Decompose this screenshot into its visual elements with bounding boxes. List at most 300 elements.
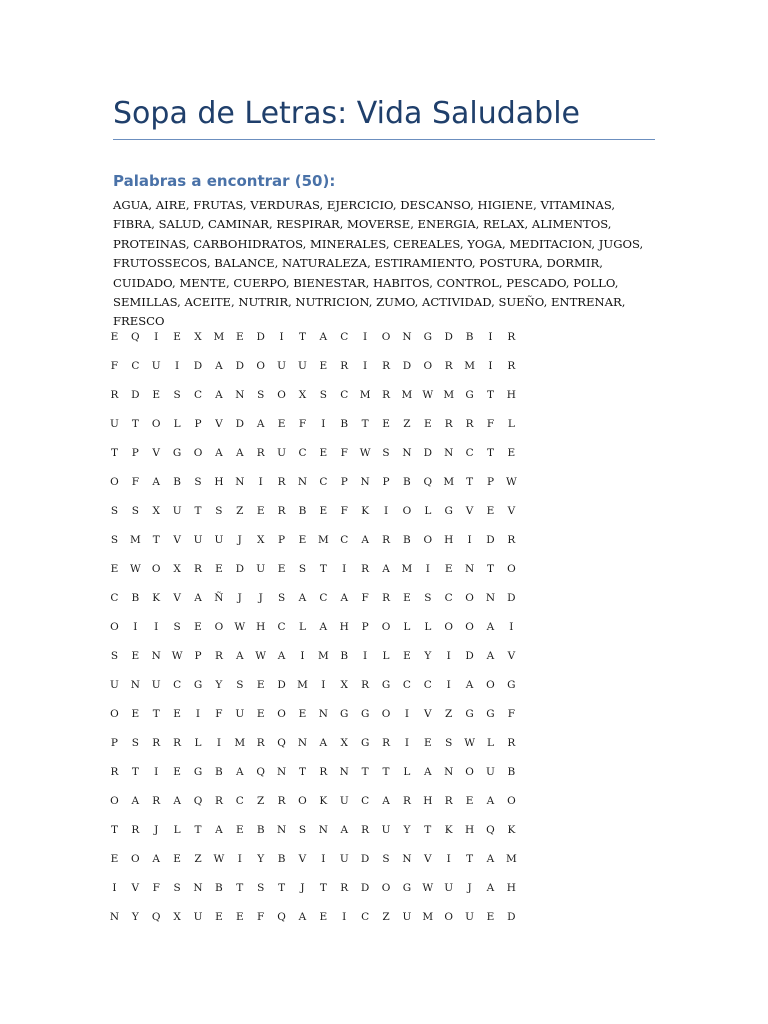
grid-cell: A — [340, 591, 349, 604]
grid-cell: C — [444, 591, 453, 604]
grid-cell: U — [486, 766, 495, 779]
grid-cell: I — [258, 475, 263, 488]
grid-cell: Q — [277, 911, 286, 924]
grid-cell: D — [507, 911, 516, 924]
grid-cell: L — [486, 737, 494, 750]
grid-cell: O — [151, 562, 161, 575]
grid-cell: O — [465, 591, 474, 604]
grid-cell: S — [173, 388, 181, 401]
grid-cell: M — [443, 475, 455, 488]
grid-cell: I — [488, 330, 493, 343]
grid-cell: I — [467, 533, 472, 546]
grid-cell: U — [193, 911, 203, 924]
grid-cell: N — [402, 330, 412, 343]
grid-cell: P — [382, 475, 390, 488]
puzzle-page — [109, 0, 655, 1024]
grid-cell: R — [361, 679, 370, 692]
grid-cell: R — [444, 795, 453, 808]
grid-cell: G — [402, 882, 412, 895]
grid-cell: U — [381, 824, 391, 837]
grid-cell: T — [110, 446, 118, 459]
grid-cell: E — [173, 330, 181, 343]
grid-cell: P — [278, 533, 286, 546]
grid-cell: Y — [257, 853, 265, 866]
grid-cell: E — [110, 562, 119, 575]
grid-cell: I — [363, 330, 368, 343]
grid-cell: O — [444, 911, 453, 924]
grid-cell: A — [152, 475, 161, 488]
grid-cell: U — [110, 417, 119, 430]
grid-cell: R — [361, 824, 370, 837]
grid-cell: O — [110, 795, 119, 808]
grid-cell: L — [403, 620, 411, 633]
grid-cell: F — [110, 359, 119, 372]
grid-cell: L — [403, 766, 411, 779]
grid-cell: A — [194, 591, 202, 604]
grid-cell: M — [317, 650, 329, 663]
grid-cell: P — [361, 620, 369, 633]
grid-cell: I — [383, 504, 389, 517]
grid-cell: F — [215, 708, 223, 721]
grid-cell: R — [110, 766, 119, 779]
grid-cell: X — [340, 737, 348, 750]
grid-cell: O — [381, 882, 391, 895]
grid-cell: Y — [403, 824, 411, 837]
grid-cell: D — [256, 330, 265, 343]
grid-cell: T — [298, 766, 306, 779]
grid-cell: Z — [257, 795, 265, 808]
grid-cell: E — [319, 359, 328, 372]
grid-cell: J — [237, 591, 242, 604]
grid-cell: C — [277, 620, 286, 633]
grid-cell: M — [401, 562, 413, 575]
grid-cell: E — [319, 504, 328, 517]
grid-cell: B — [277, 853, 286, 866]
grid-cell: I — [133, 620, 138, 633]
grid-cell: W — [464, 737, 475, 750]
grid-cell: Q — [193, 795, 203, 808]
grid-cell: I — [154, 766, 159, 779]
grid-cell: J — [258, 591, 263, 604]
grid-cell: N — [297, 737, 308, 750]
grid-cell: O — [131, 853, 140, 866]
grid-cell: A — [340, 824, 349, 837]
grid-cell: U — [193, 533, 203, 546]
grid-cell: O — [214, 620, 224, 633]
grid-cell: N — [151, 650, 161, 663]
grid-cell: S — [215, 504, 223, 517]
grid-cell: S — [257, 882, 265, 895]
grid-cell: E — [110, 330, 119, 343]
grid-cell: T — [278, 882, 286, 895]
grid-cell: P — [194, 417, 202, 430]
grid-cell: G — [486, 708, 495, 721]
grid-cell: B — [256, 824, 265, 837]
grid-cell: S — [445, 737, 453, 750]
grid-cell: F — [486, 417, 495, 430]
grid-cell: F — [152, 882, 160, 895]
grid-cell: L — [424, 620, 432, 633]
grid-cell: A — [382, 795, 390, 808]
grid-cell: S — [236, 679, 244, 692]
grid-cell: U — [298, 359, 307, 372]
grid-cell: E — [131, 708, 140, 721]
letter-grid — [104, 322, 522, 932]
grid-cell: N — [318, 824, 328, 837]
grid-cell: L — [194, 737, 202, 750]
grid-cell: B — [215, 882, 223, 895]
grid-cell: M — [505, 853, 517, 866]
grid-cell: A — [215, 446, 223, 459]
grid-cell: N — [318, 708, 328, 721]
grid-cell: S — [382, 853, 390, 866]
grid-cell: Q — [131, 330, 140, 343]
grid-cell: E — [444, 562, 453, 575]
grid-cell: R — [507, 533, 516, 546]
grid-cell: B — [340, 417, 349, 430]
grid-cell: R — [256, 446, 265, 459]
grid-cell: W — [505, 475, 517, 488]
grid-cell: O — [423, 359, 433, 372]
grid-cell: E — [403, 591, 411, 604]
grid-cell: U — [444, 882, 454, 895]
grid-cell: F — [131, 475, 139, 488]
grid-cell: E — [131, 650, 140, 663]
grid-cell: M — [422, 911, 434, 924]
grid-cell: R — [444, 359, 453, 372]
grid-cell: V — [173, 533, 181, 546]
grid-cell: E — [465, 795, 474, 808]
title-divider — [113, 139, 655, 140]
grid-cell: R — [507, 359, 516, 372]
grid-cell: U — [256, 562, 266, 575]
grid-cell: I — [154, 620, 159, 633]
grid-cell: C — [361, 795, 370, 808]
grid-cell: G — [360, 737, 370, 750]
grid-cell: O — [256, 359, 265, 372]
grid-cell: C — [235, 795, 244, 808]
grid-cell: X — [194, 330, 202, 343]
grid-cell: B — [131, 591, 140, 604]
grid-cell: R — [277, 475, 286, 488]
grid-cell: P — [486, 475, 495, 488]
grid-cell: R — [214, 650, 223, 663]
grid-cell: T — [152, 708, 160, 721]
grid-cell: U — [277, 446, 286, 459]
grid-cell: A — [152, 853, 161, 866]
grid-cell: E — [507, 446, 516, 459]
grid-cell: V — [465, 504, 474, 517]
grid-cell: X — [152, 504, 160, 517]
grid-cell: E — [298, 533, 307, 546]
grid-cell: S — [131, 504, 139, 517]
grid-cell: T — [194, 824, 202, 837]
grid-cell: T — [319, 562, 327, 575]
grid-cell: N — [235, 475, 245, 488]
grid-cell: O — [381, 330, 391, 343]
grid-cell: T — [152, 533, 160, 546]
grid-cell: D — [507, 591, 516, 604]
grid-cell: R — [340, 882, 349, 895]
grid-cell: N — [235, 388, 245, 401]
grid-cell: T — [486, 388, 494, 401]
grid-cell: O — [110, 620, 119, 633]
grid-cell: O — [486, 679, 495, 692]
grid-cell: N — [464, 562, 475, 575]
grid-cell: X — [173, 562, 181, 575]
grid-cell: C — [340, 533, 349, 546]
grid-cell: V — [424, 853, 432, 866]
grid-cell: F — [257, 911, 265, 924]
grid-cell: R — [507, 737, 516, 750]
grid-cell: W — [234, 620, 246, 633]
grid-cell: D — [235, 359, 244, 372]
grid-cell: N — [193, 882, 203, 895]
grid-cell: E — [235, 911, 244, 924]
grid-cell: H — [339, 620, 349, 633]
grid-cell: R — [110, 388, 119, 401]
grid-cell: O — [110, 475, 119, 488]
grid-cell: I — [237, 853, 242, 866]
grid-cell: O — [381, 708, 391, 721]
grid-cell: S — [298, 824, 307, 837]
grid-cell: T — [110, 824, 118, 837]
grid-cell: G — [360, 708, 370, 721]
grid-cell: D — [277, 679, 286, 692]
grid-cell: A — [235, 446, 244, 459]
grid-cell: H — [444, 533, 454, 546]
grid-cell: A — [382, 562, 390, 575]
grid-cell: H — [423, 795, 433, 808]
grid-cell: U — [151, 359, 161, 372]
grid-cell: G — [507, 679, 516, 692]
grid-cell: A — [486, 795, 495, 808]
grid-cell: G — [172, 446, 182, 459]
grid-cell: V — [215, 417, 223, 430]
grid-cell: O — [507, 562, 516, 575]
grid-cell: B — [340, 650, 349, 663]
grid-cell: D — [360, 882, 370, 895]
grid-cell: R — [152, 737, 161, 750]
grid-cell: W — [422, 882, 434, 895]
grid-cell: A — [319, 620, 328, 633]
grid-cell: I — [342, 562, 347, 575]
grid-cell: A — [215, 359, 223, 372]
grid-cell: Q — [151, 911, 161, 924]
grid-cell: P — [340, 475, 348, 488]
grid-cell: X — [173, 911, 181, 924]
grid-cell: E — [235, 330, 244, 343]
grid-cell: E — [486, 911, 495, 924]
grid-cell: E — [256, 708, 265, 721]
grid-cell: C — [361, 911, 370, 924]
grid-cell: D — [360, 853, 370, 866]
grid-cell: E — [173, 708, 181, 721]
grid-cell: V — [152, 446, 161, 459]
grid-cell: Z — [194, 853, 202, 866]
grid-cell: H — [506, 388, 516, 401]
page-title: Sopa de Letras: Vida Saludable — [113, 96, 580, 131]
grid-cell: I — [279, 330, 284, 343]
grid-cell: Z — [236, 504, 244, 517]
grid-cell: E — [382, 417, 390, 430]
grid-cell: E — [110, 853, 119, 866]
grid-cell: F — [507, 708, 516, 721]
grid-cell: X — [298, 388, 307, 401]
grid-cell: Q — [423, 475, 433, 488]
grid-cell: R — [214, 795, 223, 808]
grid-cell: O — [444, 620, 453, 633]
grid-cell: D — [235, 562, 244, 575]
grid-cell: M — [464, 359, 475, 372]
grid-cell: M — [297, 679, 308, 692]
grid-cell: N — [130, 679, 140, 692]
grid-cell: E — [194, 620, 202, 633]
grid-cell: O — [507, 795, 516, 808]
grid-cell: N — [297, 475, 308, 488]
grid-cell: S — [131, 737, 139, 750]
grid-cell: C — [319, 591, 328, 604]
grid-cell: U — [151, 679, 161, 692]
grid-cell: O — [465, 620, 474, 633]
grid-cell: M — [234, 737, 246, 750]
grid-cell: A — [235, 650, 244, 663]
grid-cell: I — [112, 882, 117, 895]
grid-cell: N — [485, 591, 496, 604]
grid-cell: A — [235, 766, 244, 779]
grid-cell: H — [256, 620, 266, 633]
grid-cell: I — [321, 853, 326, 866]
grid-cell: F — [340, 504, 348, 517]
grid-cell: N — [360, 475, 370, 488]
grid-cell: C — [340, 330, 349, 343]
grid-cell: G — [381, 679, 391, 692]
grid-cell: T — [361, 766, 369, 779]
grid-cell: R — [444, 417, 453, 430]
grid-cell: E — [423, 737, 432, 750]
grid-cell: I — [342, 911, 347, 924]
grid-cell: E — [277, 417, 286, 430]
grid-cell: Z — [382, 911, 390, 924]
grid-cell: T — [466, 853, 474, 866]
grid-cell: D — [193, 359, 203, 372]
grid-cell: R — [256, 737, 265, 750]
grid-cell: T — [486, 562, 494, 575]
grid-cell: D — [235, 417, 244, 430]
grid-cell: E — [173, 853, 181, 866]
grid-cell: W — [422, 388, 434, 401]
grid-cell: B — [173, 475, 181, 488]
grid-cell: A — [215, 388, 223, 401]
grid-cell: S — [173, 882, 181, 895]
grid-cell: X — [340, 679, 348, 692]
grid-cell: O — [151, 417, 161, 430]
grid-cell: U — [235, 708, 245, 721]
grid-cell: E — [298, 708, 307, 721]
grid-cell: A — [486, 853, 495, 866]
grid-cell: Q — [256, 766, 265, 779]
grid-cell: T — [319, 882, 327, 895]
grid-cell: V — [507, 650, 516, 663]
grid-cell: P — [131, 446, 139, 459]
grid-cell: R — [277, 795, 286, 808]
grid-cell: C — [402, 679, 411, 692]
grid-cell: Q — [486, 824, 495, 837]
grid-cell: M — [317, 533, 329, 546]
grid-cell: A — [131, 795, 140, 808]
grid-cell: A — [215, 824, 223, 837]
grid-cell: R — [382, 359, 390, 372]
grid-cell: T — [194, 504, 202, 517]
grid-cell: D — [444, 330, 453, 343]
grid-cell: G — [193, 679, 203, 692]
grid-cell: A — [319, 737, 328, 750]
grid-cell: D — [486, 533, 495, 546]
grid-cell: I — [195, 708, 201, 721]
grid-cell: A — [361, 533, 369, 546]
grid-cell: H — [214, 475, 224, 488]
grid-cell: I — [321, 679, 326, 692]
grid-cell: V — [131, 882, 140, 895]
grid-cell: A — [319, 330, 328, 343]
grid-cell: O — [277, 708, 286, 721]
grid-cell: K — [361, 504, 370, 517]
grid-cell: A — [486, 650, 495, 663]
grid-cell: W — [359, 446, 371, 459]
grid-cell: R — [131, 824, 140, 837]
grid-cell: M — [401, 388, 413, 401]
grid-cell: J — [237, 533, 242, 546]
grid-cell: H — [465, 824, 475, 837]
grid-cell: T — [466, 475, 474, 488]
grid-cell: E — [256, 504, 265, 517]
grid-cell: G — [465, 388, 474, 401]
grid-cell: I — [446, 853, 451, 866]
grid-cell: S — [110, 650, 119, 663]
grid-cell: C — [423, 679, 432, 692]
grid-cell: A — [424, 766, 432, 779]
grid-cell: R — [402, 795, 411, 808]
grid-cell: J — [300, 882, 305, 895]
grid-cell: S — [110, 504, 119, 517]
grid-cell: I — [363, 359, 368, 372]
grid-cell: R — [382, 388, 390, 401]
grid-cell: P — [194, 650, 202, 663]
grid-cell: S — [277, 591, 286, 604]
grid-cell: D — [402, 359, 412, 372]
grid-cell: E — [256, 679, 265, 692]
grid-cell: L — [298, 620, 306, 633]
grid-cell: B — [465, 330, 474, 343]
grid-cell: G — [423, 330, 432, 343]
grid-cell: N — [402, 446, 412, 459]
grid-cell: Y — [131, 911, 139, 924]
grid-cell: B — [403, 475, 411, 488]
grid-cell: K — [507, 824, 516, 837]
grid-cell: S — [319, 388, 327, 401]
grid-cell: T — [424, 824, 432, 837]
grid-cell: V — [507, 504, 516, 517]
grid-cell: I — [425, 562, 430, 575]
grid-cell: T — [361, 417, 369, 430]
grid-cell: N — [109, 911, 120, 924]
grid-cell: T — [298, 330, 306, 343]
grid-cell: W — [213, 853, 225, 866]
grid-cell: W — [171, 650, 183, 663]
grid-cell: N — [339, 766, 349, 779]
grid-cell: I — [404, 737, 409, 750]
grid-cell: R — [361, 562, 370, 575]
